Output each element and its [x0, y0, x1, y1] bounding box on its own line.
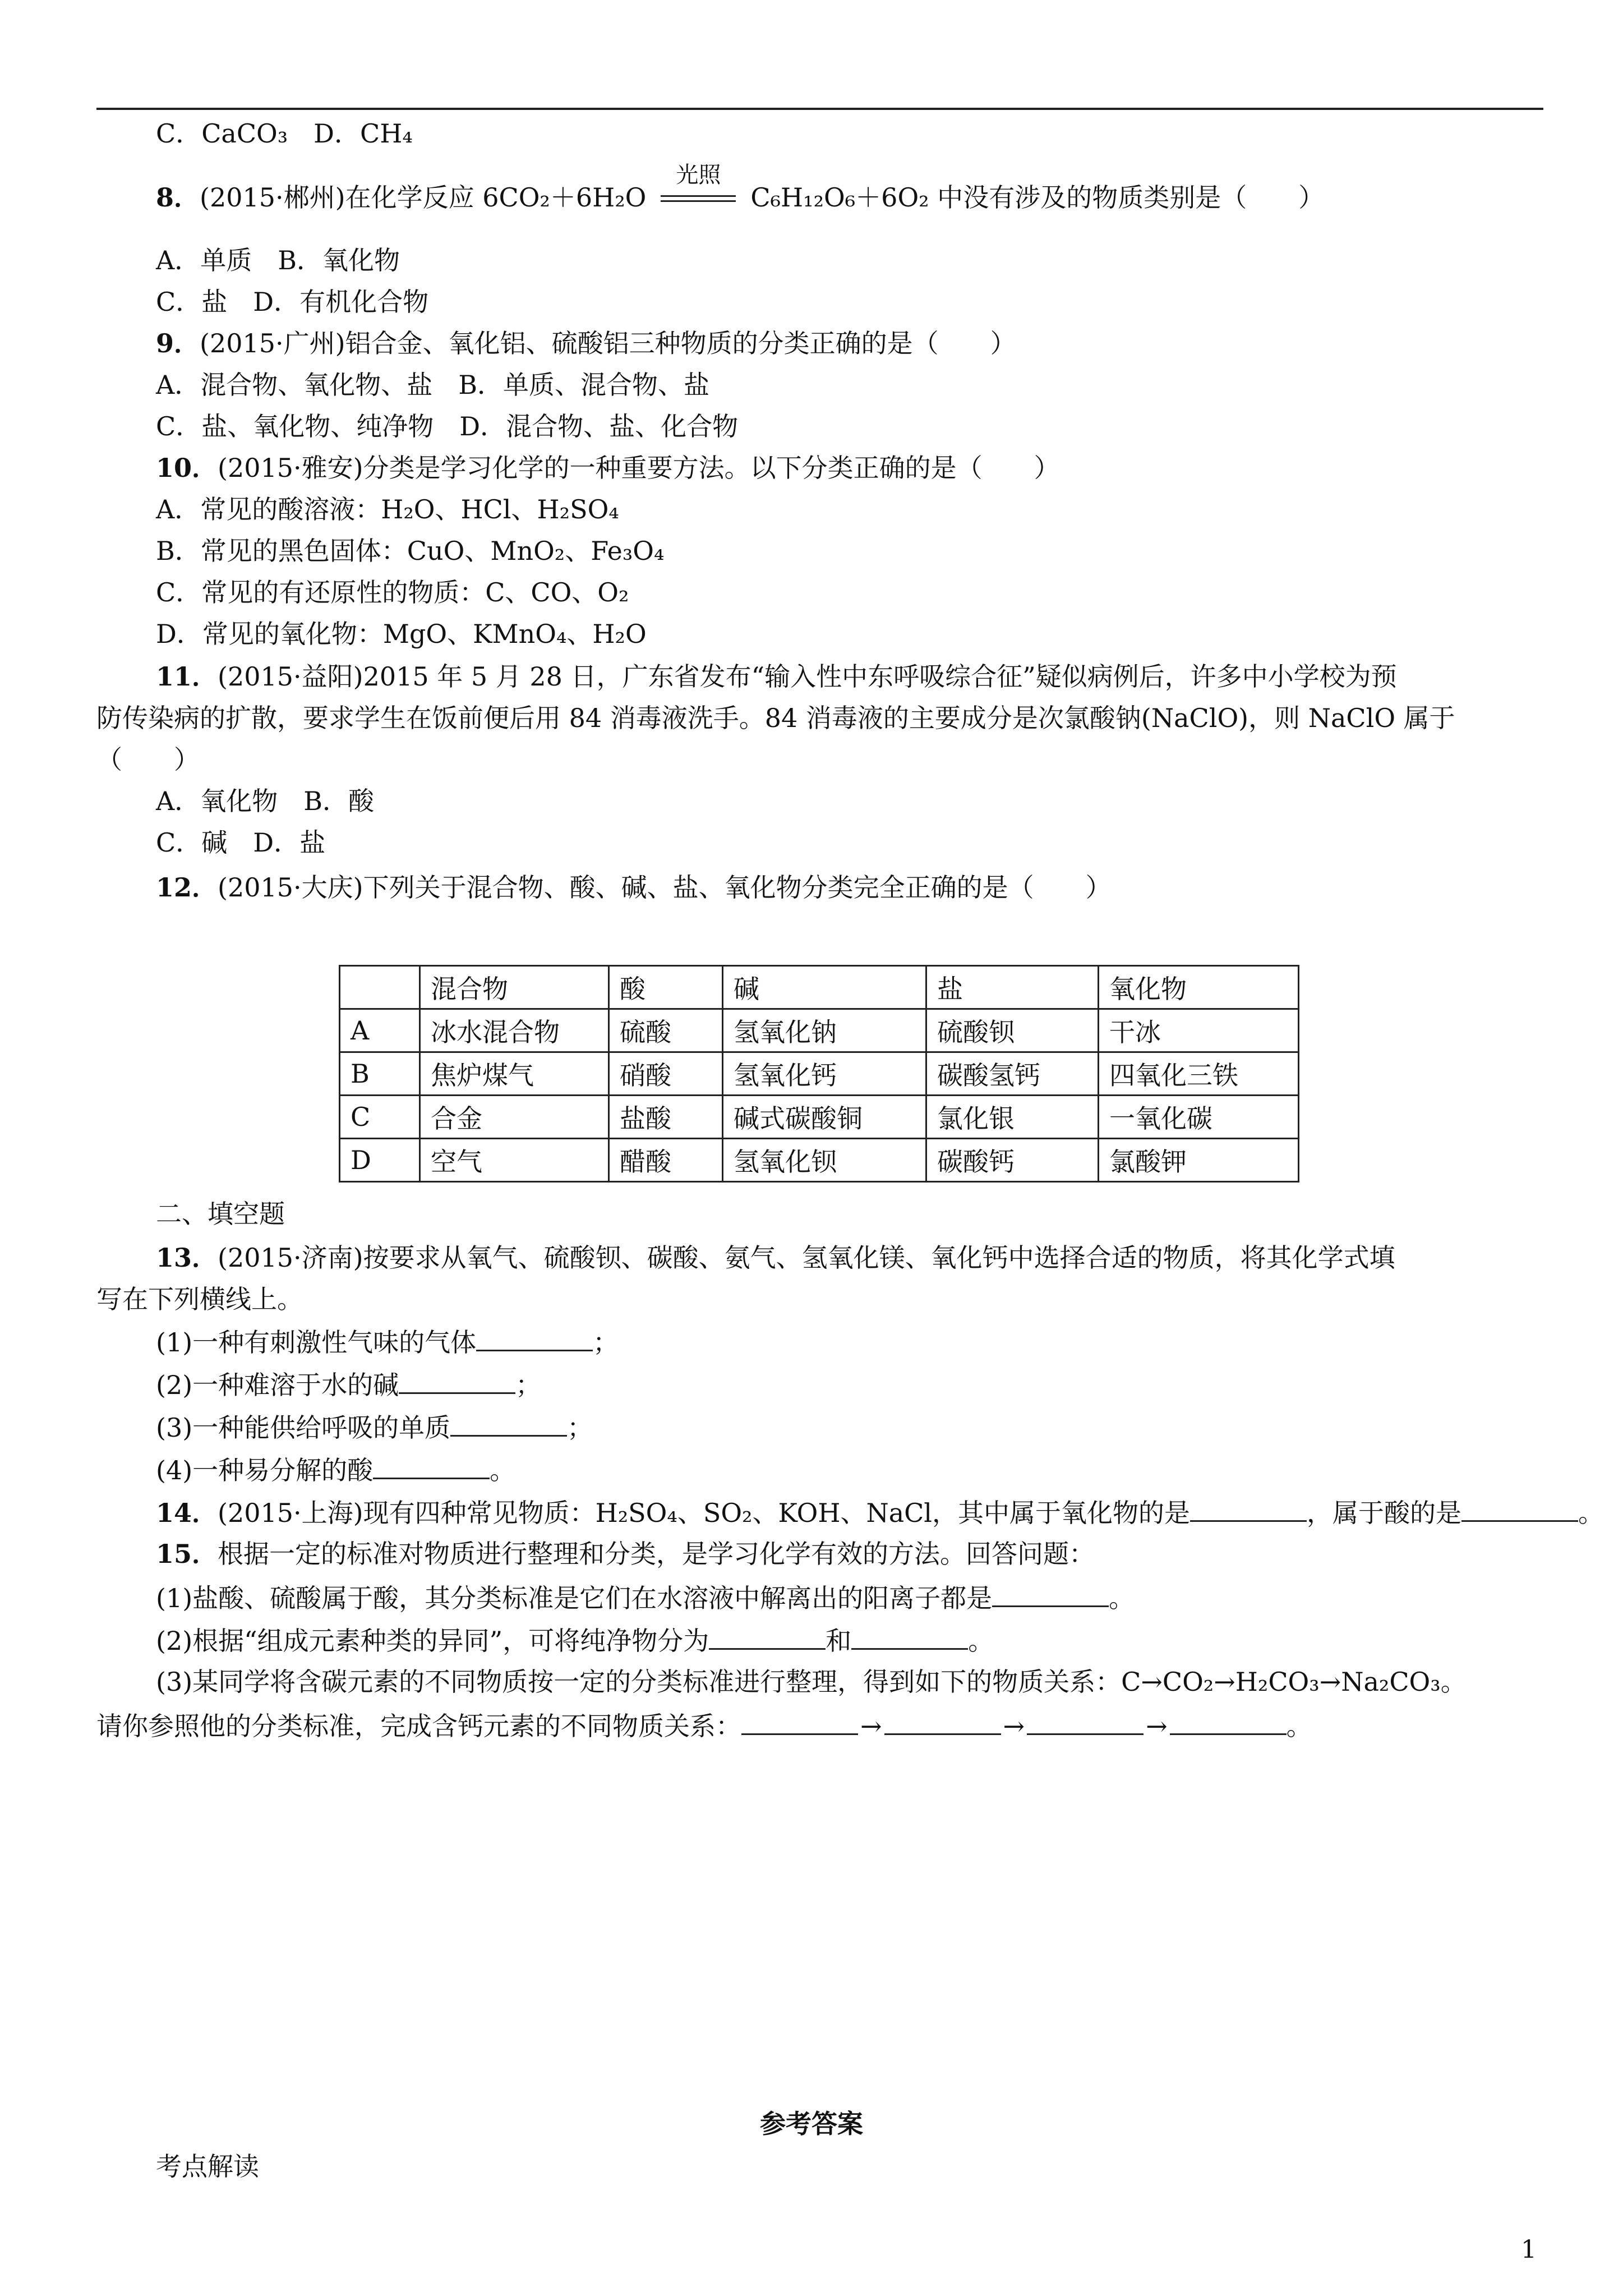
- q13-part4-end: 。: [490, 1455, 516, 1485]
- q13-part3-text: (3)一种能供给呼吸的单质: [156, 1412, 451, 1443]
- q8-options-ab: A．单质 B．氧化物: [156, 245, 400, 275]
- answer-blank[interactable]: [1027, 1708, 1144, 1735]
- q13-part2-text: (2)一种难溶于水的碱: [156, 1370, 399, 1400]
- q10-option-d: D．常见的氧化物：MgO、KMnO₄、H₂O: [156, 619, 647, 649]
- q15-part1-text: (1)盐酸、硫酸属于酸，其分类标准是它们在水溶液中解离出的阳离子都是: [156, 1583, 993, 1613]
- table-header-cell: 碱: [723, 966, 926, 1009]
- classification-table: [339, 965, 1299, 1182]
- answer-blank[interactable]: [1170, 1708, 1287, 1735]
- table-row: [340, 1052, 1299, 1096]
- table-cell: D: [340, 1139, 420, 1182]
- q9-stem: [156, 326, 1016, 360]
- q15-part1: [156, 1580, 1135, 1615]
- answer-blank[interactable]: [399, 1366, 515, 1394]
- answer-blank[interactable]: [373, 1452, 490, 1479]
- q13-part4: [156, 1452, 515, 1487]
- answer-blank[interactable]: [476, 1324, 593, 1351]
- q13-part4-text: (4)一种易分解的酸: [156, 1455, 374, 1485]
- table-header-cell: [340, 966, 420, 1009]
- q15-part2-mid: 和: [826, 1626, 852, 1656]
- table-cell: 盐酸: [609, 1096, 723, 1139]
- reaction-condition: 光照: [676, 162, 721, 188]
- q13-part3-end: ；: [567, 1412, 593, 1443]
- q10-stem: [156, 451, 1060, 485]
- q15-part2-end: 。: [968, 1626, 994, 1656]
- q9-options-cd: C．盐、氧化物、纯净物 D．混合物、盐、化合物: [156, 411, 739, 441]
- q9-options-ab: A．混合物、氧化物、盐 B．单质、混合物、盐: [156, 370, 710, 400]
- q11-number: 11．: [156, 661, 218, 692]
- q9-text: (2015·广州)铝合金、氧化铝、硫酸铝三种物质的分类正确的是（ ）: [200, 328, 1016, 358]
- table-cell: 氯化银: [926, 1096, 1099, 1139]
- q14-text1: (2015·上海)现有四种常见物质：H₂SO₄、SO₂、KOH、NaCl，其中属于氧化物的是: [218, 1498, 1191, 1528]
- q15-part3: (3)某同学将含碳元素的不同物质按一定的分类标准进行整理，得到如下的物质关系：C→CO₂→H₂CO₃→Na₂CO₃。: [156, 1667, 1467, 1697]
- table-cell: 冰水混合物: [420, 1009, 609, 1052]
- q9-number: 9．: [156, 328, 200, 358]
- q13-part1-text: (1)一种有刺激性气味的气体: [156, 1327, 477, 1358]
- q7-options-cd: C．CaCO₃ D．CH₄: [156, 118, 413, 149]
- table-header-cell: 混合物: [420, 966, 609, 1009]
- table-cell: 硝酸: [609, 1052, 723, 1096]
- q11-line1: [156, 660, 1397, 693]
- answer-blank[interactable]: [1190, 1494, 1307, 1522]
- answer-blank[interactable]: [851, 1622, 968, 1650]
- table-cell: 一氧化碳: [1099, 1096, 1299, 1139]
- q13-line1: [156, 1241, 1395, 1274]
- table-cell: 氢氧化钠: [723, 1009, 926, 1052]
- header-rule: [96, 108, 1543, 110]
- q14-text3: 。: [1578, 1498, 1604, 1528]
- q10-option-b: B．常见的黑色固体：CuO、MnO₂、Fe₃O₄: [156, 536, 665, 566]
- q11-text1: (2015·益阳)2015 年 5 月 28 日，广东省发布“输入性中东呼吸综合征”疑似病例后，许多中小学校为预: [218, 661, 1397, 692]
- table-cell: 氢氧化钙: [723, 1052, 926, 1096]
- table-cell: A: [340, 1009, 420, 1052]
- q10-text: (2015·雅安)分类是学习化学的一种重要方法。以下分类正确的是（ ）: [218, 453, 1060, 483]
- q12-stem: [156, 871, 1112, 904]
- table-row: [340, 1009, 1299, 1052]
- answer-blank[interactable]: [450, 1409, 567, 1437]
- q15-number: 15．: [156, 1539, 218, 1569]
- q11-options-cd: C．碱 D．盐: [156, 827, 326, 858]
- table-cell: 碳酸氢钙: [926, 1052, 1099, 1096]
- table-cell: B: [340, 1052, 420, 1096]
- q15-part2: [156, 1622, 994, 1658]
- q14-number: 14．: [156, 1498, 218, 1528]
- reaction-equals-sign: [656, 162, 740, 214]
- q13-text1: (2015·济南)按要求从氧气、硫酸钡、碳酸、氨气、氢氧化镁、氧化钙中选择合适的物质，将其化学式填: [218, 1243, 1395, 1273]
- q15-part1-end: 。: [1109, 1583, 1135, 1613]
- q15-text: 根据一定的标准对物质进行整理和分类，是学习化学有效的方法。回答问题：: [218, 1539, 1095, 1569]
- q11-line3: （ ）: [96, 744, 200, 775]
- q13-part3: [156, 1409, 593, 1444]
- answers-title: 参考答案: [760, 2109, 863, 2139]
- table-cell: 硫酸: [609, 1009, 723, 1052]
- section-heading: 二、填空题: [156, 1199, 285, 1229]
- table-header-cell: 盐: [926, 966, 1099, 1009]
- q8-source: (2015·郴州): [200, 182, 345, 213]
- q13-part2: [156, 1366, 541, 1402]
- right-arrow-icon: →: [1003, 1711, 1025, 1741]
- q10-option-c: C．常见的有还原性的物质：C、CO、O₂: [156, 577, 629, 608]
- q8-options-cd: C．盐 D．有机化合物: [156, 287, 429, 317]
- answer-blank[interactable]: [884, 1708, 1001, 1735]
- table-header-cell: 酸: [609, 966, 723, 1009]
- table-row: [340, 1096, 1299, 1139]
- q13-part1: [156, 1324, 619, 1359]
- q10-number: 10．: [156, 453, 218, 483]
- table-cell: 醋酸: [609, 1139, 723, 1182]
- q11-options-ab: A．氧化物 B．酸: [156, 786, 375, 816]
- table-header-cell: 氧化物: [1099, 966, 1299, 1009]
- table-row: [340, 1139, 1299, 1182]
- q13-number: 13．: [156, 1243, 218, 1273]
- q8-equation-right: C₆H₁₂O₆＋6O₂ 中没有涉及的物质类别是（ ）: [750, 182, 1325, 213]
- q15-part3-end: 。: [1286, 1711, 1312, 1741]
- answers-subtitle: 考点解读: [156, 2151, 259, 2182]
- q14-text2: ，属于酸的是: [1307, 1498, 1462, 1528]
- q10-option-a: A．常见的酸溶液：H₂O、HCl、H₂SO₄: [156, 494, 619, 524]
- table-cell: 合金: [420, 1096, 609, 1139]
- q8-stem: [156, 162, 1325, 214]
- q15-part2-text: (2)根据“组成元素种类的异同”，可将纯净物分为: [156, 1626, 709, 1656]
- table-cell: 氯酸钾: [1099, 1139, 1299, 1182]
- table-cell: 硫酸钡: [926, 1009, 1099, 1052]
- table-cell: 碳酸钙: [926, 1139, 1099, 1182]
- q12-text: (2015·大庆)下列关于混合物、酸、碱、盐、氧化物分类完全正确的是（ ）: [218, 872, 1112, 903]
- q13-line2: 写在下列横线上。: [96, 1284, 303, 1314]
- q12-number: 12．: [156, 872, 218, 903]
- table-cell: 空气: [420, 1139, 609, 1182]
- q15-stem: [156, 1537, 1095, 1571]
- page-number: 1: [1521, 2235, 1537, 2264]
- table-cell: 碱式碳酸铜: [723, 1096, 926, 1139]
- table-cell: 焦炉煤气: [420, 1052, 609, 1096]
- q13-part1-end: ；: [593, 1327, 619, 1358]
- table-cell: 四氧化三铁: [1099, 1052, 1299, 1096]
- right-arrow-icon: →: [1146, 1711, 1168, 1741]
- q11-line2: 防传染病的扩散，要求学生在饭前便后用 84 消毒液洗手。84 消毒液的主要成分是次氯酸钠(NaClO)，则 NaClO 属于: [96, 703, 1455, 733]
- table-cell: 干冰: [1099, 1009, 1299, 1052]
- q15-part3-prompt: 请你参照他的分类标准，完成含钙元素的不同物质关系：: [96, 1711, 741, 1741]
- answer-blank[interactable]: [709, 1622, 826, 1650]
- answer-blank[interactable]: [1461, 1494, 1578, 1522]
- table-cell: 氢氧化钡: [723, 1139, 926, 1182]
- q15-part3-line2: [96, 1708, 1312, 1743]
- answer-blank[interactable]: [741, 1708, 858, 1735]
- q8-equation-left: 在化学反应 6CO₂＋6H₂O: [345, 182, 647, 213]
- table-header-row: [340, 966, 1299, 1009]
- q8-number: 8．: [156, 182, 200, 213]
- right-arrow-icon: →: [860, 1711, 882, 1741]
- q14-stem: [156, 1494, 1604, 1530]
- answer-blank[interactable]: [992, 1580, 1109, 1607]
- q13-part2-end: ；: [515, 1370, 542, 1400]
- table-cell: C: [340, 1096, 420, 1139]
